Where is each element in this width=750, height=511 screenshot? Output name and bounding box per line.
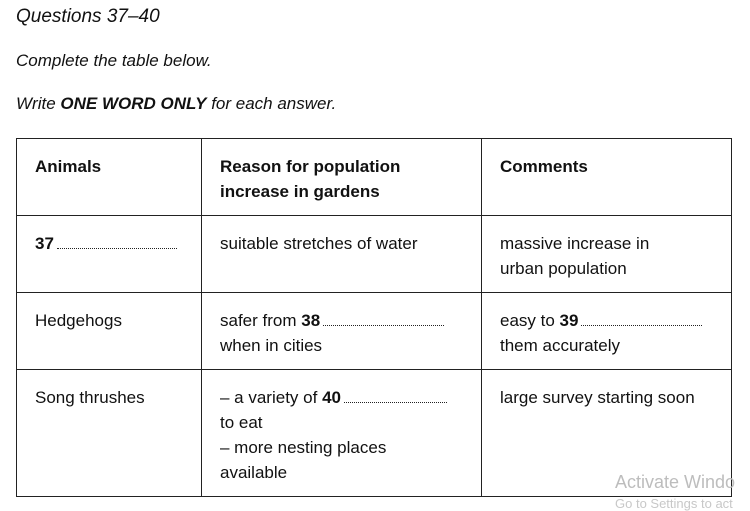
- reason-line3: – more nesting places: [220, 438, 387, 457]
- instruction-suffix: for each answer.: [206, 94, 337, 113]
- completion-table: [16, 138, 732, 497]
- cell-comment: [482, 293, 732, 370]
- question-number-40: 40: [322, 388, 341, 407]
- cell-animal: [17, 216, 202, 293]
- answer-blank-38[interactable]: [323, 313, 444, 326]
- cell-comment: [482, 216, 732, 293]
- question-number-37: 37: [35, 234, 54, 253]
- table-row: [17, 293, 732, 370]
- reason-line2: when in cities: [220, 336, 323, 355]
- instruction-bold: ONE WORD ONLY: [60, 94, 207, 113]
- instruction-prefix: Write: [16, 94, 61, 113]
- cell-reason: [202, 370, 482, 497]
- comment-line2: urban population: [500, 259, 627, 278]
- header-comments: Comments: [482, 139, 732, 216]
- comment-line1: massive increase in: [500, 234, 650, 253]
- reason-prefix: – a variety of: [220, 388, 323, 407]
- answer-blank-40[interactable]: [344, 390, 447, 403]
- reason-line4: available: [220, 463, 288, 482]
- cell-reason: [202, 293, 482, 370]
- header-reason-line1: Reason for population: [220, 157, 401, 176]
- question-number-38: 38: [301, 311, 321, 330]
- reason-line2: to eat: [220, 413, 263, 432]
- header-row: [17, 139, 732, 216]
- header-reason-line2: increase in gardens: [220, 182, 380, 201]
- comment-text: large survey starting soon: [500, 388, 695, 407]
- table-row: [17, 216, 732, 293]
- instruction-complete-table: Complete the table below.: [16, 51, 212, 70]
- cell-animal: [17, 293, 202, 370]
- answer-blank-39[interactable]: [581, 313, 702, 326]
- comment-prefix: easy to: [500, 311, 560, 330]
- instruction-word-limit: [16, 94, 336, 114]
- reason-text: suitable stretches of water: [220, 234, 418, 253]
- question-number-39: 39: [559, 311, 579, 330]
- header-animals: Animals: [17, 139, 202, 216]
- animal-name: Hedgehogs: [35, 311, 122, 330]
- cell-reason: [202, 216, 482, 293]
- questions-heading: Questions 37–40: [16, 6, 160, 27]
- animal-name: Song thrushes: [35, 388, 145, 407]
- reason-prefix: safer from: [220, 311, 302, 330]
- comment-line2: them accurately: [500, 336, 620, 355]
- cell-animal: [17, 370, 202, 497]
- header-reason: [202, 139, 482, 216]
- answer-blank-37[interactable]: [57, 236, 177, 249]
- activate-windows-watermark: Activate Windo: [615, 472, 736, 492]
- activate-windows-subtext: Go to Settings to act: [615, 496, 733, 511]
